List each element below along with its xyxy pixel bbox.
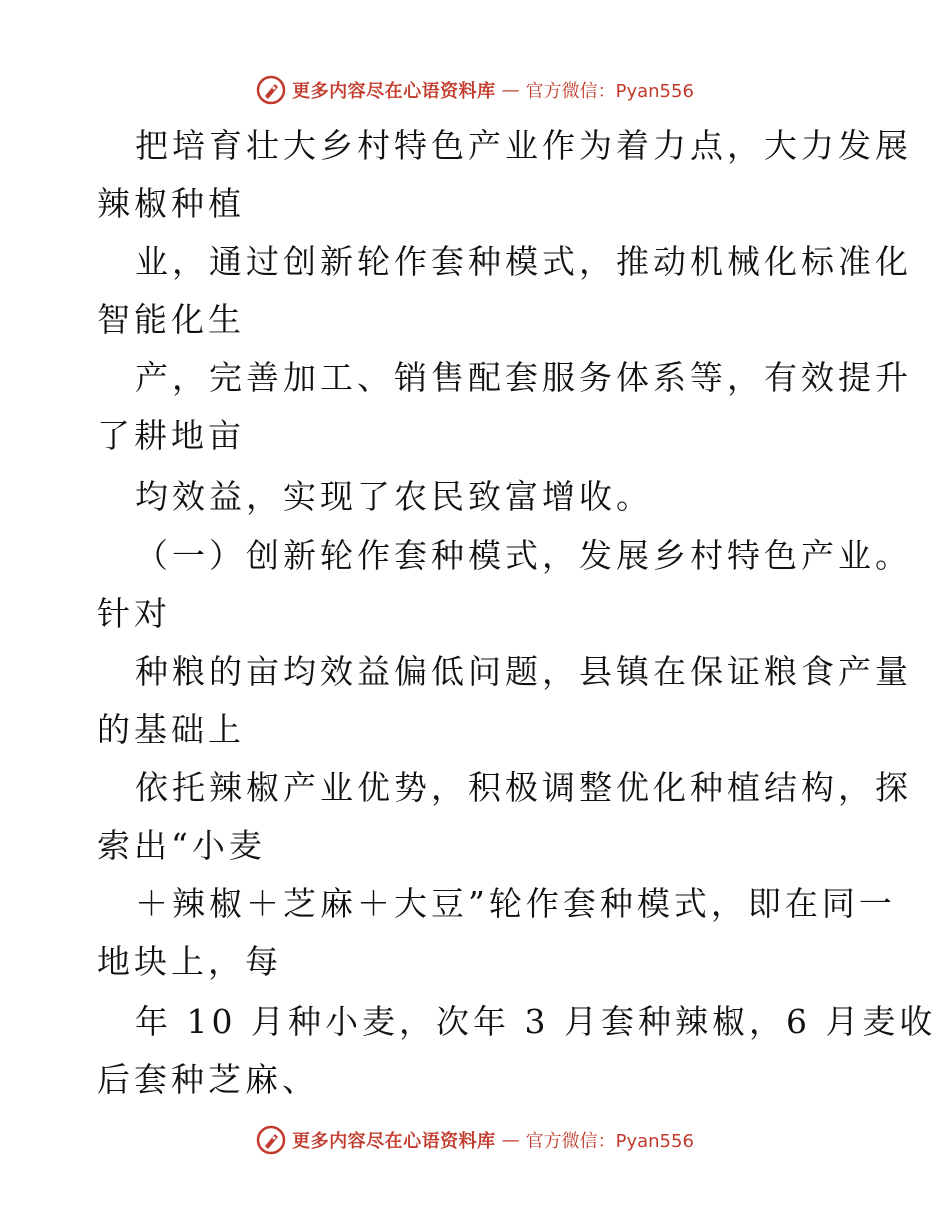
pen-nib-logo-icon [256,1125,286,1155]
watermark-wechat: 官方微信：Pyan556 [525,81,694,102]
text-line: 索出“小麦 [97,826,266,865]
text-line: （一）创新轮作套种模式，发展乡村特色产业。 [135,536,912,575]
watermark-dash: — [501,79,520,101]
text-line: 业，通过创新轮作套种模式，推动机械化标准化 [135,242,912,281]
text-line: 智能化生 [97,300,245,339]
watermark-title: 更多内容尽在心语资料库 [292,81,496,102]
text-line: 种粮的亩均效益偏低问题，县镇在保证粮食产量 [135,652,912,691]
watermark-dash: — [501,1129,520,1151]
text-line: 年 10 月种小麦，次年 3 月套种辣椒，6 月麦收 [135,1002,937,1041]
text-line: 针对 [97,594,171,633]
text-line: 的基础上 [97,710,245,749]
text-line: 依托辣椒产业优势，积极调整优化种植结构，探 [135,768,912,807]
text-line: 地块上，每 [97,942,282,981]
text-line: 把培育壮大乡村特色产业作为着力点，大力发展 [135,126,912,165]
pen-nib-logo-icon [256,75,286,105]
text-line: 均效益，实现了农民致富增收。 [135,477,653,516]
watermark-footer [0,1120,950,1160]
watermark-wechat: 官方微信：Pyan556 [525,1131,694,1152]
text-line: 了耕地亩 [97,416,245,455]
text-line: ＋辣椒＋芝麻＋大豆”轮作套种模式，即在同一 [135,884,896,923]
watermark-title: 更多内容尽在心语资料库 [292,1131,496,1152]
text-line: 后套种芝麻、 [97,1060,319,1099]
text-line: 产，完善加工、销售配套服务体系等，有效提升 [135,358,912,397]
watermark-header [0,70,950,110]
text-line: 辣椒种植 [97,184,245,223]
